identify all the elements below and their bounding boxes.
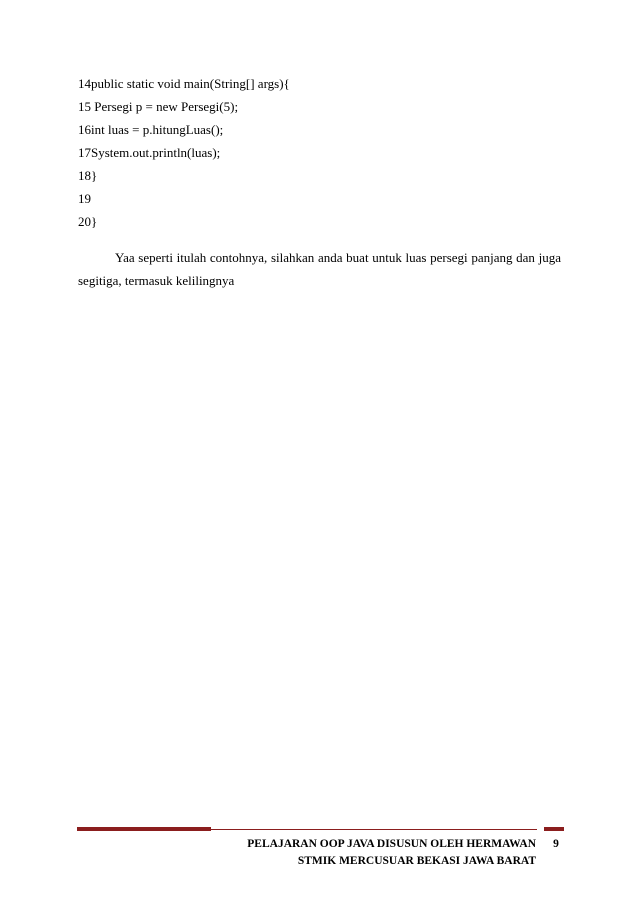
code-line-20: 20} bbox=[78, 214, 98, 229]
footer-author-line: PELAJARAN OOP JAVA DISUSUN OLEH HERMAWAN bbox=[247, 838, 536, 850]
code-line-15: 15 Persegi p = new Persegi(5); bbox=[78, 99, 239, 114]
code-line-16: 16int luas = p.hitungLuas(); bbox=[78, 122, 224, 137]
code-line-14: 14public static void main(String[] args){ bbox=[78, 76, 290, 91]
body-paragraph: Yaa seperti itulah contohnya, silahkan anda buat untuk luas persegi panjang dan juga segitiga, termasuk kelilingnya bbox=[78, 250, 561, 288]
page-number: 9 bbox=[553, 838, 559, 850]
code-line-19: 19 bbox=[78, 191, 91, 206]
footer-institution-line: STMIK MERCUSUAR BEKASI JAWA BARAT bbox=[297, 855, 536, 867]
code-listing bbox=[78, 72, 558, 233]
footer-rule-right bbox=[544, 827, 564, 831]
footer-rule-middle bbox=[211, 829, 537, 830]
code-line-17: 17System.out.println(luas); bbox=[78, 145, 221, 160]
footer-rule-left bbox=[77, 827, 211, 831]
code-line-18: 18} bbox=[78, 168, 98, 183]
page-footer bbox=[200, 836, 536, 870]
